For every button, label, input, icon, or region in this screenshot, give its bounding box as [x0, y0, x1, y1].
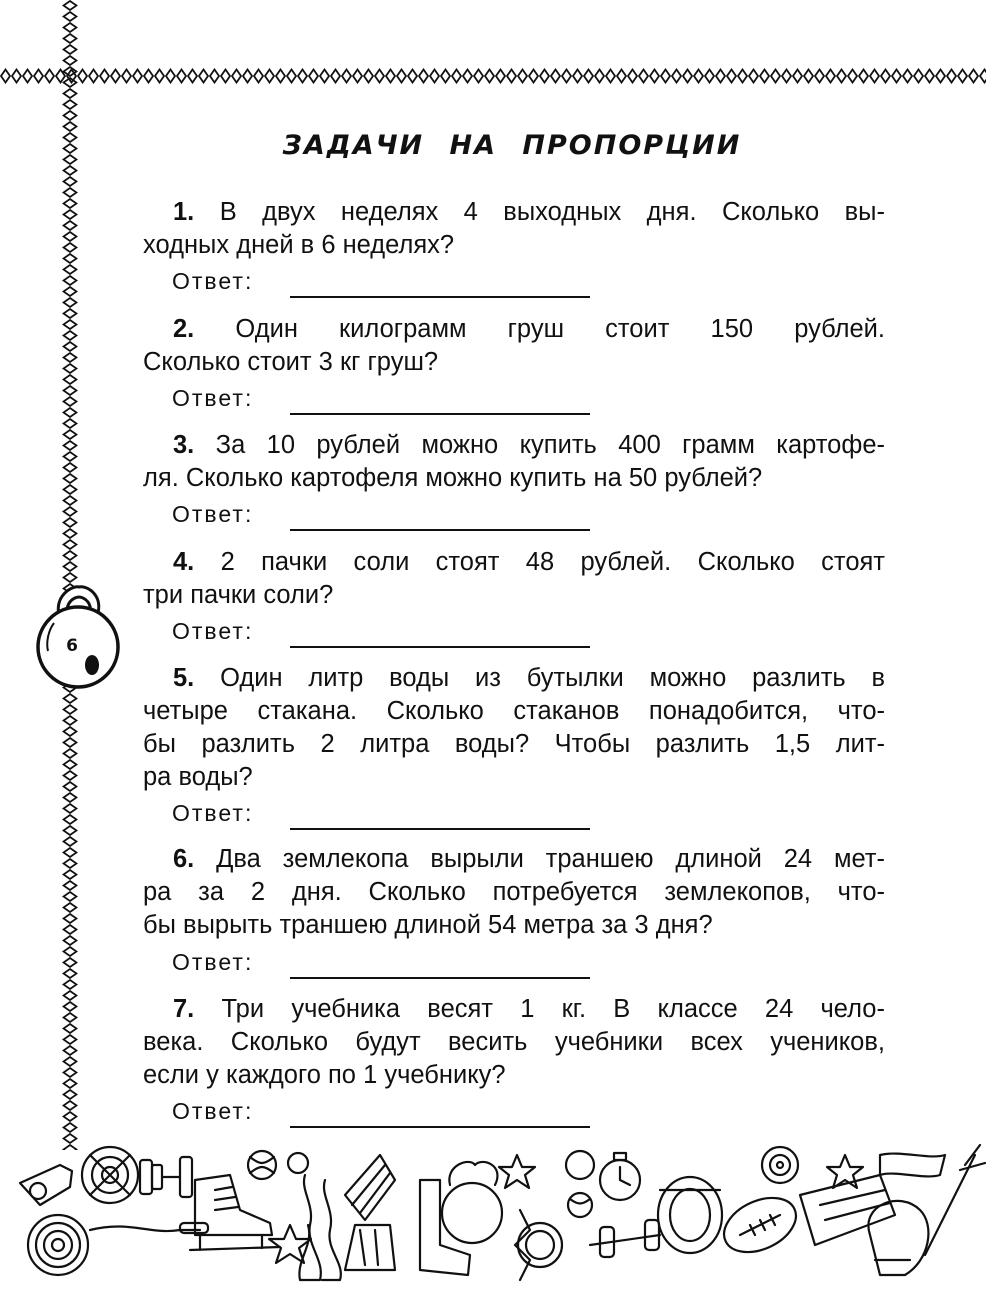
task-line: века. Сколько будут весить учебники всех учеников,: [143, 1028, 885, 1056]
answer-label: Ответ:: [172, 268, 254, 294]
task-line: [143, 546, 885, 579]
sneaker-icon: [658, 1177, 722, 1253]
answer-label: Ответ:: [172, 949, 254, 975]
target-icon: [28, 1147, 138, 1275]
task-line: бы разлить 2 литра воды? Чтобы разлить 1,5 лит-: [143, 730, 885, 758]
answer-field-4[interactable]: [172, 618, 253, 650]
medal-icon: [515, 1210, 562, 1280]
task-line: [143, 993, 885, 1026]
page-title: ЗАДАЧИ НА ПРОПОРЦИИ: [282, 130, 742, 161]
task-4: [143, 546, 885, 612]
task-line: если у каждого по 1 учебнику?: [143, 1061, 506, 1089]
task-number: 6.: [173, 845, 195, 873]
task-number: 5.: [173, 664, 195, 692]
task-5: [143, 662, 885, 794]
rugby-ball-icon: [715, 1147, 804, 1263]
answer-field-7[interactable]: [172, 1098, 253, 1130]
answer-field-5[interactable]: [172, 800, 253, 832]
task-text: 2 пачки соли стоят 48 рублей. Сколько стоят: [220, 548, 885, 576]
task-line: ля. Сколько картофеля можно купить на 50 рублей?: [143, 464, 763, 492]
kettlebell-icon: [442, 1162, 502, 1243]
task-line: четыре стакана. Сколько стаканов понадобится, что-: [143, 697, 885, 725]
answer-line[interactable]: [290, 413, 590, 415]
answer-line[interactable]: [290, 646, 590, 648]
task-text: Три учебника весят 1 кг. В классе 24 чело-: [221, 995, 885, 1023]
chain-border-vertical: [62, 0, 78, 1150]
task-line: ходных дней в 6 неделях?: [143, 231, 455, 259]
answer-field-6[interactable]: [172, 949, 253, 981]
task-line: [143, 429, 885, 462]
task-6: [143, 843, 885, 942]
task-number: 1.: [173, 198, 195, 226]
task-2: [143, 313, 885, 379]
shuttlecock-icon: [345, 1155, 395, 1270]
task-line: Сколько стоит 3 кг груш?: [143, 348, 439, 376]
answer-label: Ответ:: [172, 618, 254, 644]
answer-label: Ответ:: [172, 385, 254, 411]
answer-line[interactable]: [290, 1126, 590, 1128]
task-number: 4.: [173, 548, 195, 576]
dart-icon: [925, 1145, 985, 1255]
task-text: Два землекопа вырыли траншею длиной 24 мет-: [216, 845, 885, 873]
task-line: [143, 313, 885, 346]
task-line: [143, 843, 885, 876]
boxing-glove-icon: [868, 1201, 928, 1275]
chain-border-horizontal: [0, 68, 986, 84]
answer-field-1[interactable]: [172, 268, 253, 300]
answer-label: Ответ:: [172, 800, 254, 826]
task-1: [143, 196, 885, 262]
answer-line[interactable]: [290, 977, 590, 979]
answer-line[interactable]: [290, 296, 590, 298]
answer-label: Ответ:: [172, 501, 254, 527]
task-text: Один килограмм груш стоит 150 рублей.: [235, 315, 886, 343]
sports-decor-footer: [0, 1135, 986, 1295]
task-line: бы вырыть траншею длиной 54 метра за 3 дня?: [143, 911, 713, 939]
dumbbell-icon: [140, 1157, 192, 1197]
task-text: За 10 рублей можно купить 400 грамм картофе-: [215, 431, 885, 459]
task-3: [143, 429, 885, 495]
whistle-icon: [20, 1165, 72, 1205]
flipper-icon: [800, 1175, 895, 1245]
star-icon: [269, 1155, 863, 1263]
task-line: три пачки соли?: [143, 581, 334, 609]
answer-field-2[interactable]: [172, 385, 253, 417]
page-number: 6: [66, 636, 78, 656]
task-number: 3.: [173, 431, 195, 459]
task-7: [143, 993, 885, 1092]
bowling-pin-icon: [299, 1175, 340, 1280]
task-number: 2.: [173, 315, 195, 343]
answer-line[interactable]: [290, 828, 590, 830]
task-line: [143, 662, 885, 695]
task-number: 7.: [173, 995, 195, 1023]
task-text: Один литр воды из бутылки можно разлить в: [220, 664, 886, 692]
task-line: ра за 2 дня. Сколько потребуется землекопов, что-: [143, 878, 885, 906]
task-line: [143, 196, 885, 229]
task-text: В двух неделях 4 выходных дня. Сколько вы-: [219, 198, 885, 226]
ice-skate-icon: [190, 1175, 280, 1250]
answer-label: Ответ:: [172, 1098, 254, 1124]
answer-field-3[interactable]: [172, 501, 253, 533]
task-line: ра воды?: [143, 763, 253, 791]
answer-line[interactable]: [290, 529, 590, 531]
